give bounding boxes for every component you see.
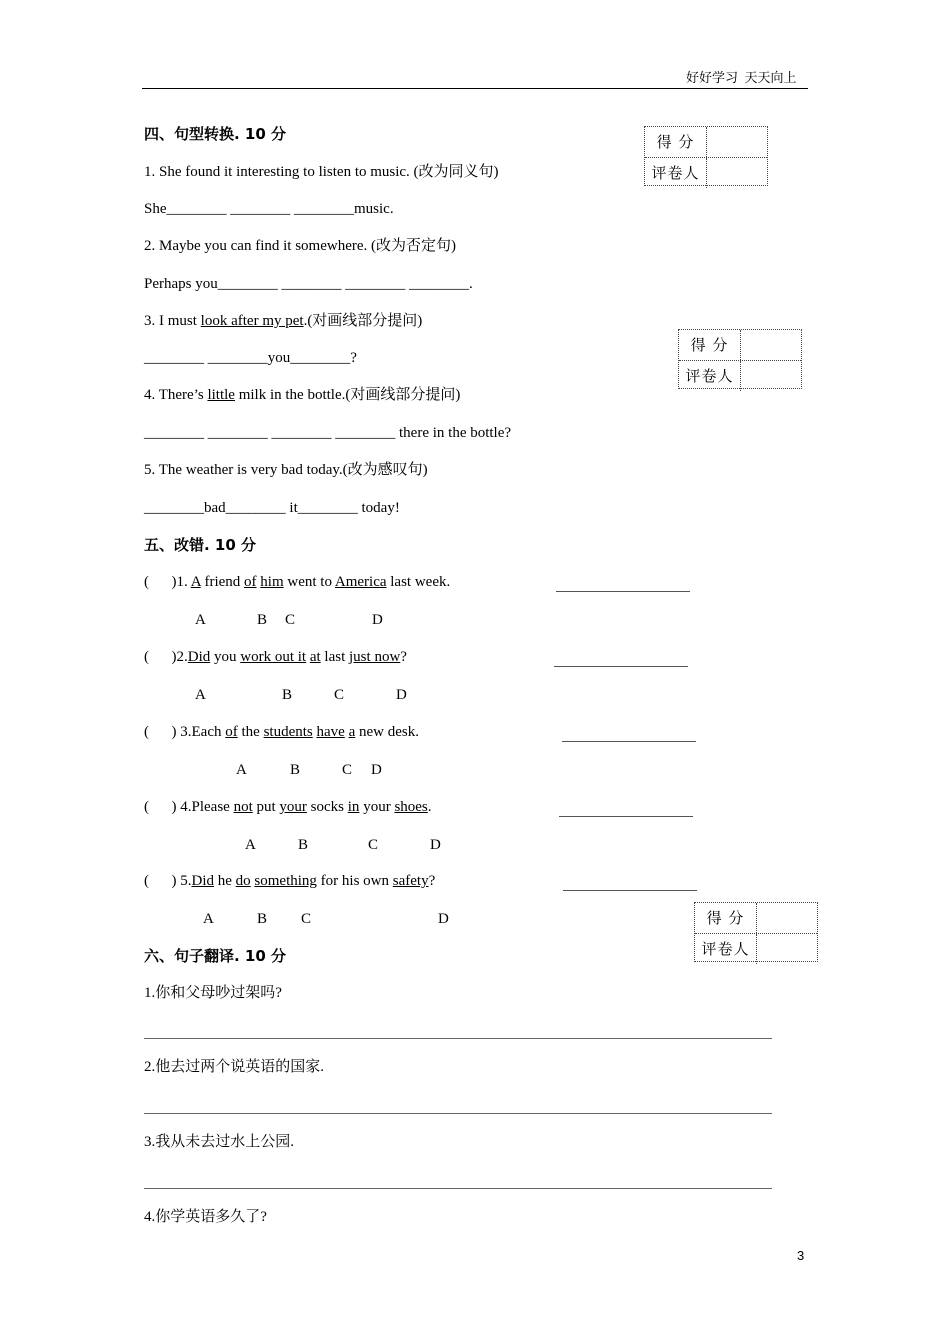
s4-q4-post: milk in the bottle.(对画线部分提问) bbox=[234, 387, 461, 403]
letter-a: A bbox=[195, 612, 206, 628]
grader-cell[interactable] bbox=[757, 934, 819, 964]
option-d: just now bbox=[349, 649, 401, 665]
s4-q1-answer[interactable]: She________ ________ ________music. bbox=[144, 201, 394, 217]
item-number: 5. bbox=[176, 873, 192, 889]
s5-item-3 bbox=[144, 722, 419, 742]
item-number: 2. bbox=[176, 649, 188, 665]
letter-a: A bbox=[195, 687, 206, 703]
s6-item-4: 4.你学英语多久了? bbox=[144, 1209, 267, 1225]
correction-line[interactable] bbox=[563, 890, 697, 892]
score-cell[interactable] bbox=[707, 127, 769, 157]
option-b: do bbox=[235, 873, 251, 889]
answer-paren[interactable]: ( ) bbox=[144, 574, 177, 590]
option-b: of bbox=[244, 574, 257, 590]
s5-item-1 bbox=[144, 572, 450, 592]
text: . bbox=[427, 799, 432, 815]
page-number: 3 bbox=[797, 1248, 805, 1263]
s4-q2-answer[interactable]: Perhaps you________ ________ ________ ________. bbox=[144, 276, 473, 292]
text: he bbox=[214, 873, 236, 889]
text: friend bbox=[200, 574, 245, 590]
answer-paren[interactable]: ( ) bbox=[144, 724, 177, 740]
item-number: 1. bbox=[176, 574, 191, 590]
option-a: Did bbox=[191, 873, 214, 889]
s4-q4-answer[interactable]: ________ ________ ________ ________ there in the bottle? bbox=[144, 425, 512, 441]
option-d: safety bbox=[392, 873, 429, 889]
text: ? bbox=[428, 873, 436, 889]
letter-c: C bbox=[368, 837, 379, 853]
letter-b: B bbox=[257, 911, 268, 927]
s5-item-4 bbox=[144, 797, 432, 817]
s4-q3-pre: 3. I must bbox=[144, 313, 201, 329]
letter-c: C bbox=[301, 911, 312, 927]
text: you bbox=[210, 649, 241, 665]
correction-line[interactable] bbox=[562, 741, 696, 743]
item-number: 4.Please bbox=[176, 799, 234, 815]
letter-d: D bbox=[396, 687, 407, 703]
translation-line[interactable] bbox=[144, 1113, 772, 1114]
s6-item-2: 2.他去过两个说英语的国家. bbox=[144, 1059, 325, 1075]
letter-d: D bbox=[371, 762, 382, 778]
grader-cell[interactable] bbox=[707, 158, 769, 188]
option-c: at bbox=[309, 649, 321, 665]
text: put bbox=[252, 799, 280, 815]
letter-d: D bbox=[430, 837, 441, 853]
letter-b: B bbox=[257, 612, 268, 628]
s4-q3-answer[interactable]: ________ ________you________? bbox=[144, 350, 357, 366]
s4-q4-prompt bbox=[144, 385, 460, 405]
score-label: 得 分 bbox=[679, 330, 741, 360]
option-b: work out it bbox=[240, 649, 307, 665]
option-c: have bbox=[316, 724, 345, 740]
score-cell[interactable] bbox=[757, 903, 819, 933]
option-a: A bbox=[190, 574, 201, 590]
score-box bbox=[678, 329, 802, 389]
s4-q4-pre: 4. There’s bbox=[144, 387, 208, 403]
s4-q3-post: .(对画线部分提问) bbox=[303, 313, 423, 329]
item-number: 3.Each bbox=[176, 724, 226, 740]
s5-item-2 bbox=[144, 647, 407, 667]
s5-item-5 bbox=[144, 871, 435, 891]
grader-cell[interactable] bbox=[741, 361, 803, 391]
letter-a: A bbox=[203, 911, 214, 927]
letter-d: D bbox=[438, 911, 449, 927]
score-label: 得 分 bbox=[645, 127, 707, 157]
s4-q4-underlined: little bbox=[207, 387, 235, 403]
text: your bbox=[359, 799, 395, 815]
letter-d: D bbox=[372, 612, 383, 628]
s4-q2-prompt: 2. Maybe you can find it somewhere. (改为否定句) bbox=[144, 238, 457, 254]
option-c: in bbox=[347, 799, 360, 815]
s4-q5-prompt: 5. The weather is very bad today.(改为感叹句) bbox=[144, 462, 428, 478]
text: socks bbox=[306, 799, 348, 815]
letter-c: C bbox=[342, 762, 353, 778]
option-a: Did bbox=[187, 649, 211, 665]
s4-q3-prompt bbox=[144, 311, 422, 331]
option-b: your bbox=[279, 799, 307, 815]
option-a: of bbox=[225, 724, 238, 740]
text: ? bbox=[400, 649, 407, 665]
grader-label: 评卷人 bbox=[645, 158, 707, 188]
text: last bbox=[320, 649, 350, 665]
letter-b: B bbox=[290, 762, 301, 778]
letter-b: B bbox=[298, 837, 309, 853]
score-box bbox=[694, 902, 818, 962]
s4-q3-underlined: look after my pet bbox=[200, 313, 304, 329]
grader-label: 评卷人 bbox=[695, 934, 757, 964]
letter-c: C bbox=[334, 687, 345, 703]
score-label: 得 分 bbox=[695, 903, 757, 933]
text: new desk. bbox=[355, 724, 419, 740]
letter-a: A bbox=[245, 837, 256, 853]
option-d: a bbox=[348, 724, 356, 740]
letter-a: A bbox=[236, 762, 247, 778]
header-divider bbox=[142, 88, 808, 89]
correction-line[interactable] bbox=[554, 666, 688, 668]
answer-paren[interactable]: ( ) bbox=[144, 649, 177, 665]
s4-q1-prompt: 1. She found it interesting to listen to music. (改为同义句) bbox=[144, 164, 499, 180]
option-d: America bbox=[334, 574, 387, 590]
s6-item-3: 3.我从未去过水上公园. bbox=[144, 1134, 295, 1150]
option-c: him bbox=[260, 574, 284, 590]
section6-title: 六、句子翻译. 10 分 bbox=[144, 947, 287, 965]
header-slogan: 好好学习 天天向上 bbox=[686, 70, 797, 85]
s4-q5-answer[interactable]: ________bad________ it________ today! bbox=[144, 500, 400, 516]
answer-paren[interactable]: ( ) bbox=[144, 799, 177, 815]
text: last week. bbox=[386, 574, 451, 590]
option-a: not bbox=[233, 799, 253, 815]
translation-line[interactable] bbox=[144, 1188, 772, 1189]
letter-c: C bbox=[285, 612, 296, 628]
option-d: shoes bbox=[394, 799, 428, 815]
score-box bbox=[644, 126, 768, 186]
section4-title: 四、句型转换. 10 分 bbox=[144, 125, 287, 143]
correction-line[interactable] bbox=[556, 591, 690, 593]
option-c: something bbox=[254, 873, 317, 889]
letter-b: B bbox=[282, 687, 293, 703]
section5-title: 五、改错. 10 分 bbox=[144, 536, 257, 554]
correction-line[interactable] bbox=[559, 816, 693, 818]
score-cell[interactable] bbox=[741, 330, 803, 360]
answer-paren[interactable]: ( ) bbox=[144, 873, 177, 889]
text: for his own bbox=[316, 873, 393, 889]
text: the bbox=[237, 724, 264, 740]
translation-line[interactable] bbox=[144, 1038, 772, 1039]
option-b: students bbox=[263, 724, 313, 740]
s6-item-1: 1.你和父母吵过架吗? bbox=[144, 985, 282, 1001]
grader-label: 评卷人 bbox=[679, 361, 741, 391]
text: went to bbox=[283, 574, 335, 590]
